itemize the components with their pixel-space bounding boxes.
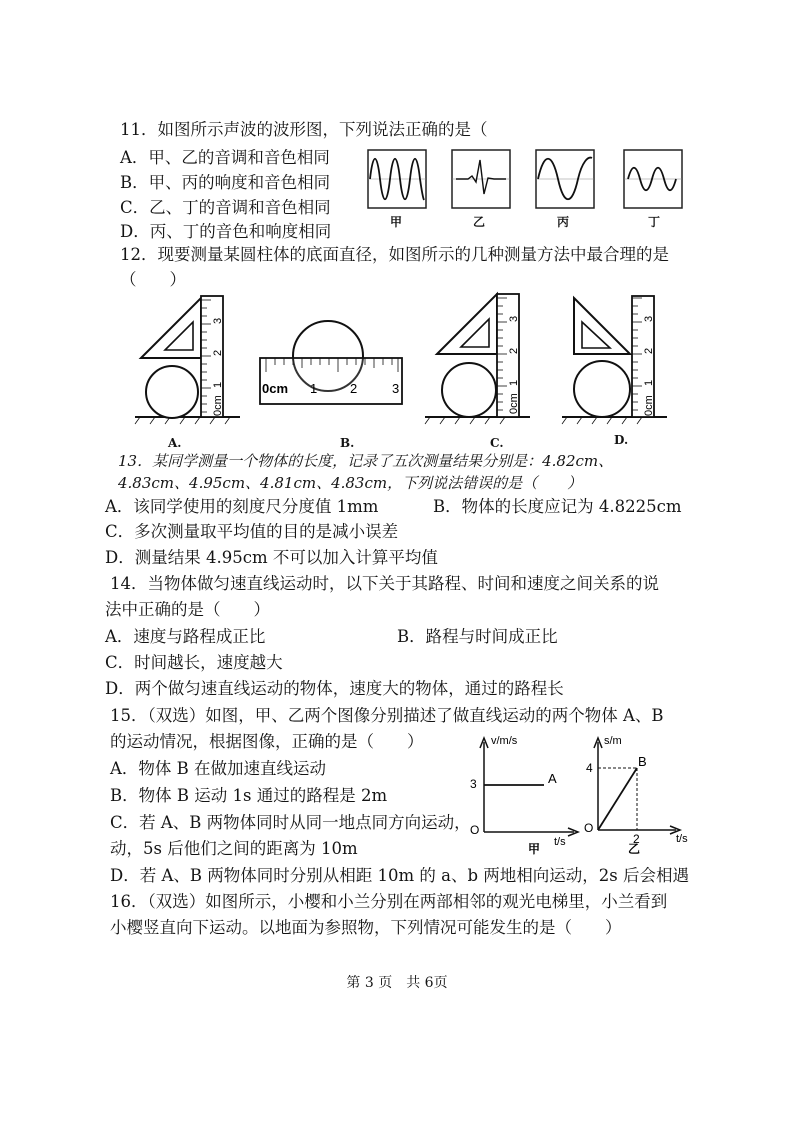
q12-figure-d <box>562 292 672 431</box>
q13-line1: 13．某同学测量一个物体的长度，记录了五次测量结果分别是：4.82cm、 <box>118 452 614 470</box>
q12a-tick-3: 3 <box>212 317 224 324</box>
q12c-tick-2: 2 <box>508 347 520 354</box>
waveform-yi <box>452 150 510 208</box>
q15-jia-xlabel: t/s <box>554 836 566 848</box>
q11-option-c: C．乙、丁的音调和音色相同 <box>120 198 331 217</box>
q15-yi-caption: 乙 <box>628 842 641 856</box>
q12c-tick-3: 3 <box>508 315 520 322</box>
q13-option-c: C．多次测量取平均值的目的是减小误差 <box>105 522 399 541</box>
q15-yi-xlabel: t/s <box>676 833 688 845</box>
q12a-tick-1: 1 <box>212 381 224 388</box>
q15-line1: 15．（双选）如图，甲、乙两个图像分别描述了做直线运动的两个物体 A、B <box>110 706 664 725</box>
q14-option-d: D．两个做匀速直线运动的物体，速度大的物体，通过的路程长 <box>105 679 564 698</box>
q15-yi-series: B <box>638 754 647 769</box>
q12a-tick-2: 2 <box>212 349 224 356</box>
q15-line2: 的运动情况，根据图像，正确的是（ ） <box>110 732 424 751</box>
page-footer: 第 3 页 共 6页 <box>346 975 448 991</box>
q15-graph-yi <box>580 730 710 859</box>
q15-yi-ytick: 4 <box>586 761 593 775</box>
q15-option-a: A．物体 B 在做加速直线运动 <box>110 759 327 778</box>
q15-jia-series: A <box>548 771 557 786</box>
q11-label-ding: 丁 <box>648 215 661 229</box>
q14-option-c: C．时间越长，速度越大 <box>105 653 283 672</box>
q15-jia-caption: 甲 <box>528 842 541 856</box>
q11-option-d: D．丙、丁的音色和响度相同 <box>120 222 332 241</box>
q12-stem-blank: （ ） <box>120 270 186 289</box>
q12-figure-c <box>425 292 535 431</box>
q12-caption-d: D. <box>614 433 629 447</box>
q11-label-yi: 乙 <box>473 215 486 229</box>
q12c-tick-0: 0cm <box>508 393 520 414</box>
q11-label-bing: 丙 <box>557 215 570 229</box>
q12a-tick-0: 0cm <box>212 395 224 416</box>
q12d-tick-2: 2 <box>643 347 655 354</box>
q11-label-jia: 甲 <box>390 215 403 229</box>
waveform-ding <box>624 150 682 208</box>
q12-figure-a <box>135 292 245 431</box>
q11-option-a: A．甲、乙的音调和音色相同 <box>120 148 330 167</box>
q15-option-c-line2: 动，5s 后他们之间的距离为 10m <box>110 839 358 858</box>
q12d-tick-3: 3 <box>643 315 655 322</box>
q12b-tick-0: 0cm <box>262 381 289 396</box>
q14-line2: 法中正确的是（ ） <box>105 600 270 619</box>
q15-yi-series-line <box>598 768 637 830</box>
q15-jia-ylabel: v/m/s <box>491 735 518 747</box>
q12b-tick-3: 3 <box>392 381 400 396</box>
q12c-tick-1: 1 <box>508 379 520 386</box>
q11-waveform-figures <box>360 148 690 242</box>
q11-option-b: B．甲、丙的响度和音色相同 <box>120 173 331 192</box>
q12-stem: 12．现要测量某圆柱体的底面直径，如图所示的几种测量方法中最合理的是 <box>120 245 669 264</box>
q12b-tick-1: 1 <box>310 381 318 396</box>
waveform-jia <box>368 150 426 208</box>
q12b-tick-2: 2 <box>350 381 358 396</box>
q16-line2: 小樱竖直向下运动。以地面为参照物，下列情况可能发生的是（ ） <box>110 918 622 937</box>
q15-yi-origin: O <box>584 821 594 835</box>
q16-line1: 16．（双选）如图所示，小樱和小兰分别在两部相邻的观光电梯里，小兰看到 <box>110 892 668 911</box>
q13-option-a: A．该同学使用的刻度尺分度值 1mm <box>105 497 379 516</box>
q14-option-a: A．速度与路程成正比 <box>105 627 266 646</box>
q13-option-d: D．测量结果 4.95cm 不可以加入计算平均值 <box>105 548 438 567</box>
q13-option-b: B．物体的长度应记为 4.8225cm <box>433 497 682 516</box>
q15-graph-jia <box>462 730 592 859</box>
q15-option-b: B．物体 B 运动 1s 通过的路程是 2m <box>110 786 388 805</box>
q14-line1: 14．当物体做匀速直线运动时，以下关于其路程、时间和速度之间关系的说 <box>110 574 659 593</box>
q13-line2: 4.83cm、4.95cm、4.81cm、4.83cm，下列说法错误的是（ ） <box>118 474 583 492</box>
q15-yi-ylabel: s/m <box>604 735 622 747</box>
waveform-bing <box>536 150 594 208</box>
q12-caption-b: B. <box>340 436 355 450</box>
q15-yi-xtick: 2 <box>633 832 640 846</box>
q14-option-b: B．路程与时间成正比 <box>397 627 558 646</box>
q15-jia-ytick: 3 <box>470 777 477 791</box>
q12-caption-c: C. <box>490 436 504 450</box>
q12-figure-b <box>258 318 408 422</box>
q15-jia-origin: O <box>470 823 480 837</box>
q15-option-c-line1: C．若 A、B 两物体同时从同一地点同方向运动， <box>110 813 471 832</box>
q11-stem: 11．如图所示声波的波形图，下列说法正确的是（ <box>120 120 488 139</box>
q12-caption-a: A. <box>168 436 182 450</box>
q12d-tick-1: 1 <box>643 379 655 386</box>
q12d-tick-0: 0cm <box>643 395 655 416</box>
q15-option-d: D．若 A、B 两物体同时分别从相距 10m 的 a、b 两地相向运动，2s 后会相遇 <box>110 866 689 885</box>
